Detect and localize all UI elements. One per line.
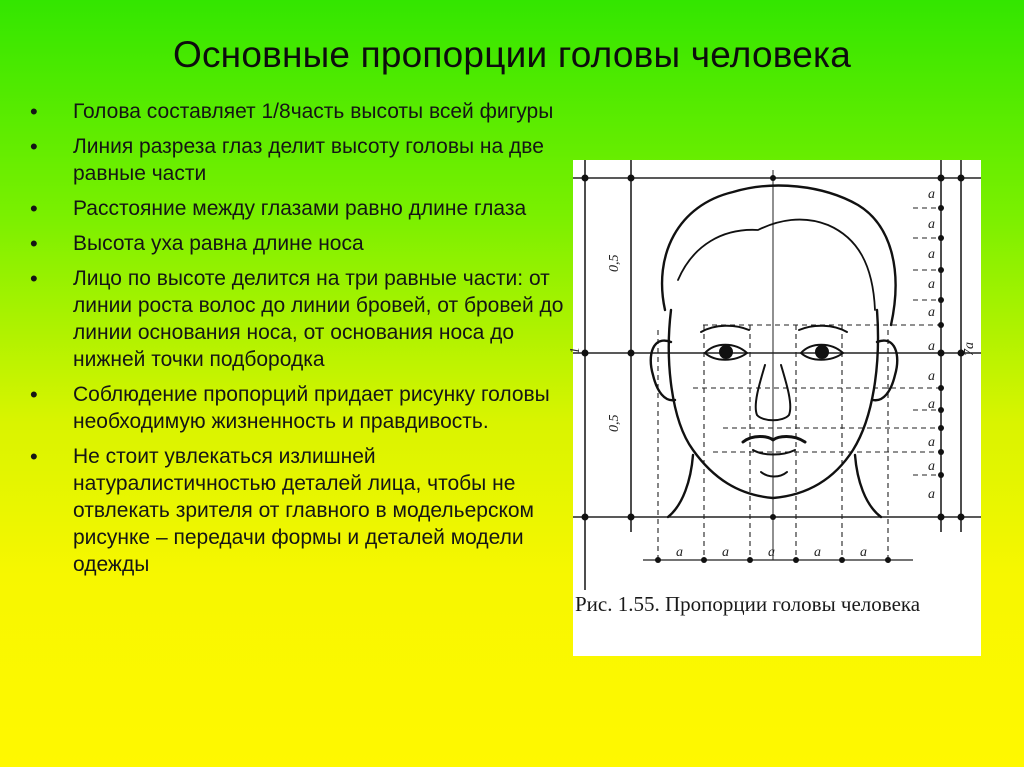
a-label: a bbox=[676, 545, 683, 560]
a-label: a bbox=[928, 435, 935, 450]
a-label: a bbox=[928, 217, 935, 232]
figure-caption: Рис. 1.55. Пропорции головы человека bbox=[575, 592, 921, 616]
head-outline bbox=[651, 186, 898, 517]
bullet-text: Лицо по высоте делится на три равные части: от линии роста волос до линии бровей, от бровей до линии основания носа, от основания носа до нижней точки подбородка bbox=[73, 267, 564, 371]
a-label: a bbox=[860, 545, 867, 560]
bullet-item bbox=[30, 98, 570, 125]
a-label: a bbox=[928, 369, 935, 384]
bullet-item bbox=[30, 381, 570, 435]
a-label: a bbox=[928, 187, 935, 202]
seven-a-label: 7a bbox=[962, 342, 977, 356]
half-top-label: 0,5 bbox=[607, 254, 622, 272]
slide-title: Основные пропорции головы человека bbox=[173, 34, 851, 75]
bullet-text: Соблюдение пропорций придает рисунку головы необходимую жизненность и правдивость. bbox=[73, 383, 550, 433]
bullet-text: Не стоит увлекаться излишней натуралистичностью деталей лица, чтобы не отвлекать зрителя от главного в модельерском рисунке – передачи формы и деталей модели одежды bbox=[73, 445, 534, 576]
bullet-dot: • bbox=[30, 231, 38, 256]
head-proportions-figure bbox=[568, 160, 981, 656]
a-label: a bbox=[928, 487, 935, 502]
a-label: a bbox=[928, 277, 935, 292]
a-labels-right bbox=[928, 187, 935, 502]
bullet-dot: • bbox=[30, 99, 38, 124]
head-proportions-drawing bbox=[568, 160, 981, 590]
bullet-item bbox=[30, 443, 570, 578]
bullet-item bbox=[30, 265, 570, 373]
a-label: a bbox=[928, 397, 935, 412]
bullet-text: Линия разреза глаз делит высоту головы на две равные части bbox=[73, 135, 544, 185]
half-bottom-label: 0,5 bbox=[607, 414, 622, 432]
a-label: a bbox=[768, 545, 775, 560]
a-label: a bbox=[722, 545, 729, 560]
bullet-dot: • bbox=[30, 196, 38, 221]
bullet-dot: • bbox=[30, 444, 38, 469]
a-label: a bbox=[928, 247, 935, 262]
a-label: a bbox=[814, 545, 821, 560]
a-label: a bbox=[928, 339, 935, 354]
bullet-text: Расстояние между глазами равно длине глаза bbox=[73, 197, 527, 220]
bullet-item bbox=[30, 195, 570, 222]
bullet-dot: • bbox=[30, 266, 38, 291]
a-label: a bbox=[928, 305, 935, 320]
bullet-item bbox=[30, 230, 570, 257]
bullet-dot: • bbox=[30, 134, 38, 159]
bullet-text: Голова составляет 1/8часть высоты всей фигуры bbox=[73, 100, 554, 123]
face-features bbox=[701, 326, 847, 477]
bullet-text: Высота уха равна длине носа bbox=[73, 232, 364, 255]
bullet-list bbox=[30, 98, 570, 586]
bullet-dot: • bbox=[30, 382, 38, 407]
one-label: 1 bbox=[568, 347, 583, 354]
bullet-item bbox=[30, 133, 570, 187]
a-label: a bbox=[928, 459, 935, 474]
